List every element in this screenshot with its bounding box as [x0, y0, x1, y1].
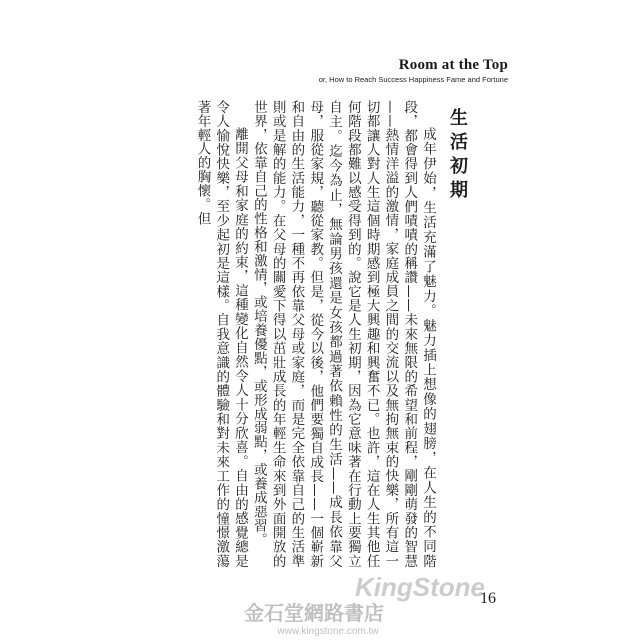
running-head-subtitle: or, How to Reach Success Happiness Fame and Fortune — [318, 75, 508, 84]
paragraph: 離開父母和家庭的約束，這種變化自然令人十分欣喜。自由的感覺總是令人愉悅快樂，至少起初是這樣。自我意識的體驗和對未來工作的憧憬激蕩著年輕人的胸懷。但 — [194, 100, 249, 568]
kingstone-watermark — [228, 568, 488, 638]
paragraph: 成年伊始，生活充滿了魅力。魅力插上想像的翅膀，在人生的不同階段，都會得到人們嘖嘖的稱讚——未來無限的希望和前程，剛剛萌發的智慧——熱情洋溢的激情，家庭成員之間的交流以及無拘無束的快樂，所有這一切都讓人對人生這個時期感到極大興趣和興奮不已。也許，這在人生其他任何階段都難以感受得到的。說它是人生初期，因為它意味著在行動上要獨立自主。迄今為止，無論男孩還是女孩都過著依賴性的生活——成長依靠父母，服從家規，聽從家教。但是，從今以後，他們要獨自成長——一個嶄新和自由的生活能力，一種不再依靠父母或家庭，而是完全依靠自己的生活準則或是解的能力。在父母的關愛下得以茁壯成長的年輕生命來到外面開放的世界，依靠自己的性格和激情，或培養優點，或形成弱點，或養成惡習。 — [250, 100, 436, 568]
running-head — [319, 56, 508, 85]
page-number: 16 — [480, 590, 496, 607]
chapter-title: 生活初期 — [447, 108, 468, 204]
watermark-url: www.kingstone.com.tw — [277, 626, 379, 637]
watermark-store-name: 金石堂網路書店 — [244, 601, 384, 625]
running-head-title: Room at the Top — [398, 57, 508, 73]
watermark-logo-text: KingStone — [355, 572, 485, 602]
body-text — [135, 100, 437, 568]
